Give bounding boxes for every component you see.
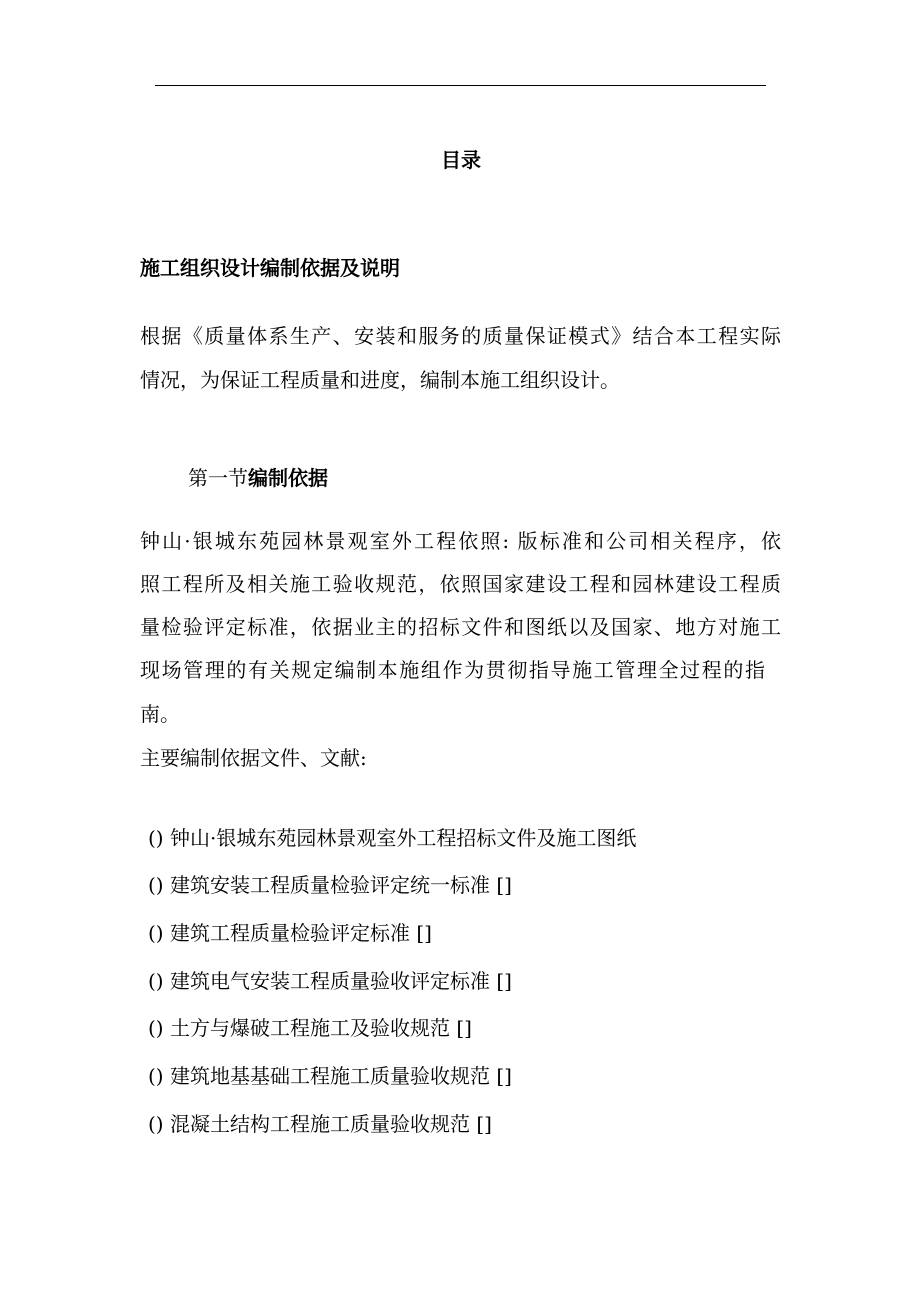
list-item: () 土方与爆破工程施工及验收规范 [] <box>148 1016 472 1040</box>
list-item: () 钟山·银城东苑园林景观室外工程招标文件及施工图纸 <box>148 826 637 850</box>
list-item: () 混凝土结构工程施工质量验收规范 [] <box>148 1112 492 1136</box>
header-rule <box>155 85 766 86</box>
page-title: 目录 <box>441 148 481 172</box>
intro-line: 情况，为保证工程质量和进度，编制本施工组织设计。 <box>140 368 620 392</box>
subsection-title: 编制依据 <box>248 466 328 490</box>
list-item: () 建筑安装工程质量检验评定统一标准 [] <box>148 873 512 897</box>
body-line: 量检验评定标准，依据业主的招标文件和图纸以及国家、地方对施工 <box>140 615 781 639</box>
section-heading: 施工组织设计编制依据及说明 <box>140 256 400 280</box>
list-intro: 主要编制依据文件、文献: <box>140 746 367 770</box>
subsection-heading <box>188 466 328 490</box>
subsection-prefix: 第一节 <box>188 466 248 490</box>
list-item: () 建筑地基基础工程施工质量验收规范 [] <box>148 1064 512 1088</box>
body-line: 钟山·银城东苑园林景观室外工程依照: 版标准和公司相关程序，依 <box>140 529 781 553</box>
list-item: () 建筑电气安装工程质量验收评定标准 [] <box>148 969 512 993</box>
body-line: 南。 <box>140 702 180 726</box>
body-line: 照工程所及相关施工验收规范，依照国家建设工程和园林建设工程质 <box>140 572 781 596</box>
intro-line: 根据《质量体系生产、安装和服务的质量保证模式》结合本工程实际 <box>140 324 781 348</box>
list-item: () 建筑工程质量检验评定标准 [] <box>148 921 432 945</box>
body-line: 现场管理的有关规定编制本施组作为贯彻指导施工管理全过程的指 <box>140 658 765 682</box>
